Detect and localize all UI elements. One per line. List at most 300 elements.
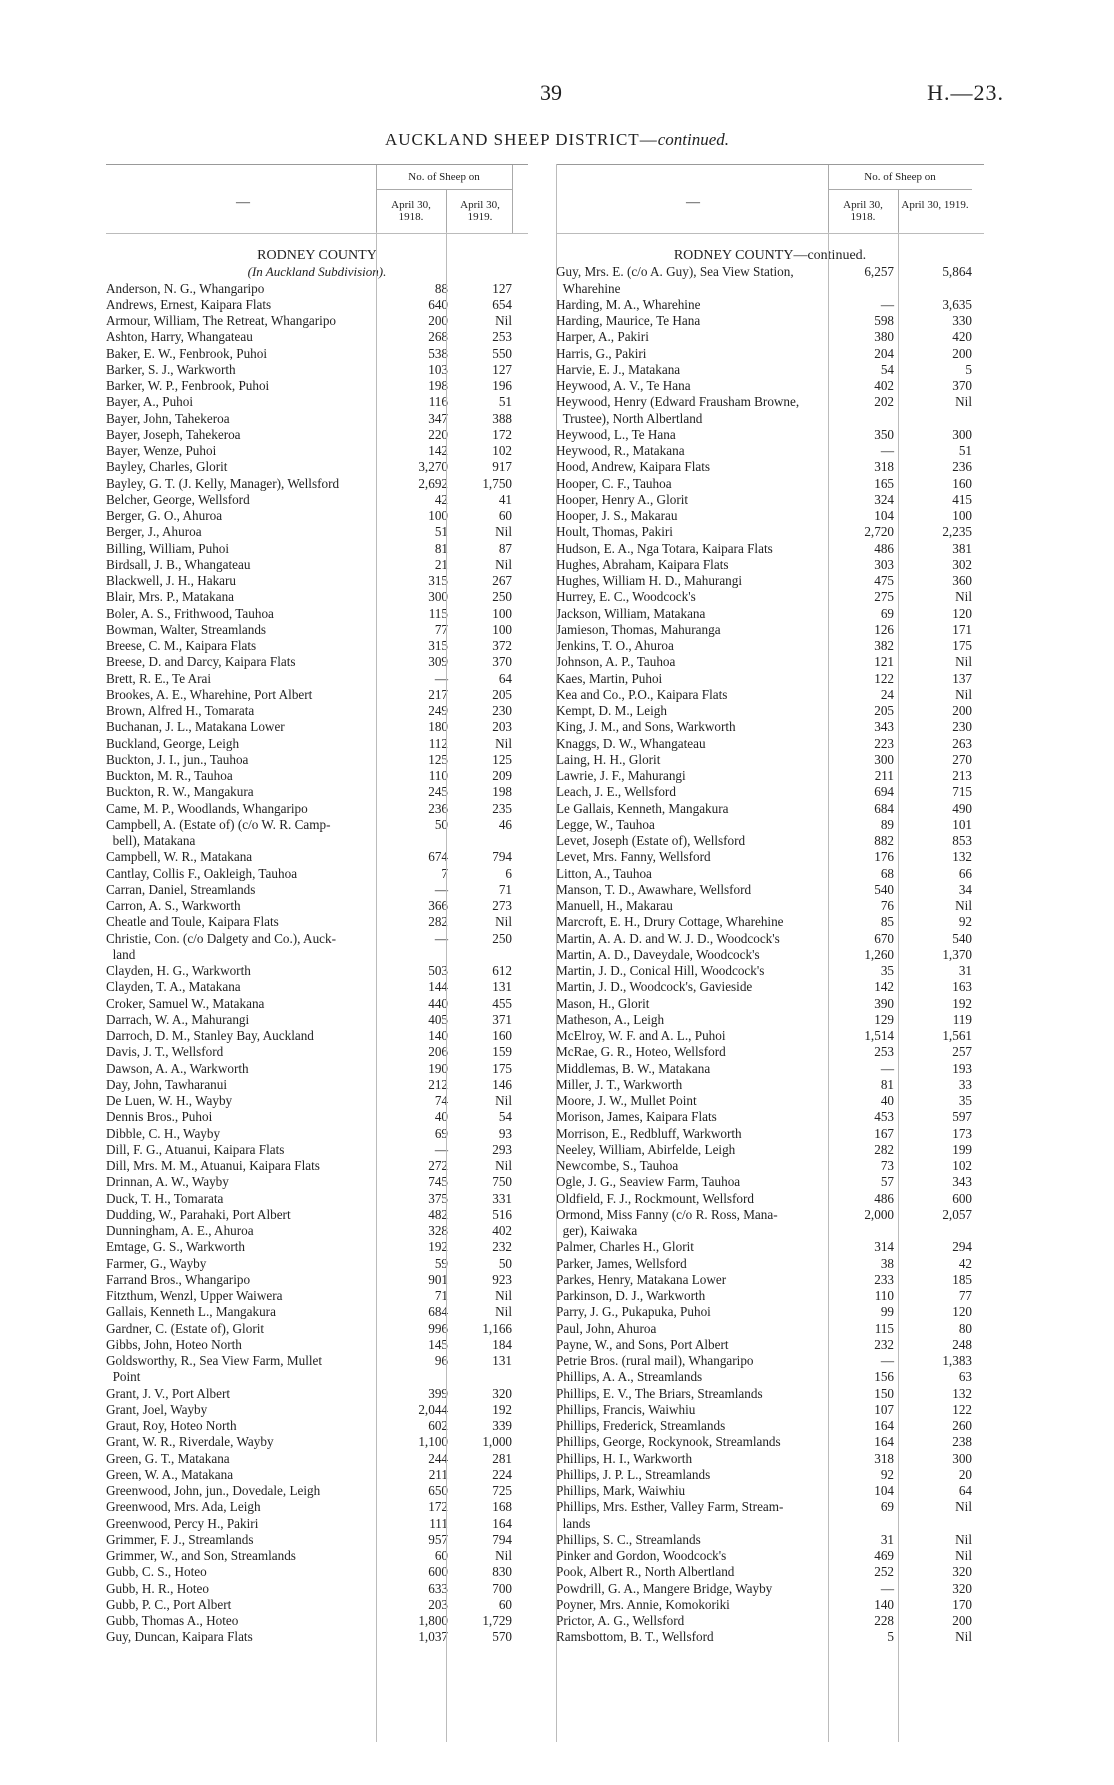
holder-name: Morison, James, Kaipara Flats: [556, 1109, 717, 1125]
table-row: [556, 671, 984, 687]
count-1919: 281: [492, 1450, 512, 1466]
holder-name: Jamieson, Thomas, Mahuranga: [556, 621, 721, 637]
holder-name: Heywood, A. V., Te Hana: [556, 378, 691, 393]
holder-name: Farrand Bros., Whangaripo: [106, 1271, 251, 1287]
count-1918: 220: [428, 426, 448, 442]
count-1918: 198: [428, 378, 448, 393]
table-row: [106, 736, 528, 752]
count-1918: 88: [434, 280, 448, 296]
holder-name: Darroch, D. M., Stanley Bay, Auckland: [106, 1028, 314, 1043]
table-row: [106, 524, 528, 540]
count-1919: 570: [492, 1629, 512, 1645]
holder-name: Parkes, Henry, Matakana Lower: [556, 1271, 727, 1287]
table-row: [106, 1548, 528, 1564]
holder-name: Jenkins, T. O., Ahuroa: [556, 638, 674, 653]
count-1918: 142: [428, 443, 448, 458]
count-1919: 137: [952, 670, 972, 686]
count-1918: 57: [880, 1174, 894, 1190]
page-title: [0, 130, 1114, 150]
table-row: [106, 1012, 528, 1028]
holder-name: Leach, J. E., Wellsford: [556, 784, 676, 800]
holder-name: Gallais, Kenneth L., Mangakura: [106, 1304, 276, 1320]
table-row: [106, 1191, 528, 1207]
col-1918-label: April 30, 1918.: [391, 199, 431, 223]
count-1919: 185: [952, 1271, 972, 1287]
holder-name: Breese, D. and Darcy, Kaipara Flats: [106, 654, 296, 670]
count-1919: 320: [952, 1564, 972, 1580]
count-1918: —: [434, 1141, 448, 1157]
count-1918: 71: [434, 1288, 448, 1303]
holder-name: Grimmer, W., and Son, Streamlands: [106, 1548, 296, 1563]
table-row: [556, 1256, 984, 1272]
count-1918: 650: [428, 1483, 448, 1498]
holder-name: Jackson, William, Matakana: [556, 605, 706, 621]
count-1919: 5,864: [942, 264, 972, 280]
count-1919: 168: [492, 1499, 512, 1515]
count-1918: 38: [880, 1255, 894, 1271]
table-row: [106, 1516, 528, 1532]
right-table-header: [556, 164, 984, 234]
count-1919: 654: [492, 296, 512, 312]
count-1918: —: [880, 443, 894, 458]
table-row: [556, 1451, 984, 1467]
holder-name: Phillips, Mrs. Esther, Valley Farm, Stream- lands: [556, 1499, 784, 1531]
count-1919: 715: [952, 784, 972, 800]
table-row: [556, 1499, 984, 1532]
col-1918-label: April 30, 1918.: [843, 199, 883, 223]
holder-name: Belcher, George, Wellsford: [106, 491, 250, 507]
holder-name: Gubb, C. S., Hoteo: [106, 1564, 207, 1580]
table-row: [556, 1369, 984, 1385]
count-1919: 119: [952, 1011, 972, 1027]
table-row: [556, 996, 984, 1012]
count-1919: 794: [492, 1531, 512, 1547]
table-row: [556, 1174, 984, 1190]
count-1919: 370: [952, 378, 972, 393]
count-1919: 1,750: [482, 475, 512, 491]
count-1919: 540: [952, 930, 972, 946]
count-1919: Nil: [955, 898, 972, 913]
holder-name: Duck, T. H., Tomarata: [106, 1190, 224, 1206]
table-row: [556, 1402, 984, 1418]
count-1918: 211: [428, 1466, 448, 1482]
table-row: [556, 882, 984, 898]
table-row: [556, 589, 984, 605]
count-1919: 42: [958, 1255, 972, 1271]
holder-name: Greenwood, Percy H., Pakiri: [106, 1515, 259, 1531]
holder-name: Grimmer, F. J., Streamlands: [106, 1531, 254, 1547]
table-row: [106, 801, 528, 817]
holder-name: Middlemas, B. W., Matakana: [556, 1060, 711, 1076]
count-1919: 127: [492, 280, 512, 296]
count-1918: 486: [874, 540, 894, 556]
count-1918: —: [880, 1060, 894, 1076]
count-1918: 50: [434, 816, 448, 832]
holder-name: Campbell, W. R., Matakana: [106, 849, 253, 865]
count-1918: 24: [880, 686, 894, 702]
holder-name: Buchanan, J. L., Matakana Lower: [106, 719, 285, 735]
count-1919: 100: [492, 605, 512, 621]
count-1918: 192: [428, 1239, 448, 1255]
table-row: [556, 1304, 984, 1320]
table-row: [106, 476, 528, 492]
table-row: [106, 671, 528, 687]
table-row: [106, 996, 528, 1012]
table-row: [556, 459, 984, 475]
holder-name: Berger, J., Ahuroa: [106, 524, 202, 540]
count-1919: 750: [492, 1174, 512, 1190]
holder-name: Bayley, Charles, Glorit: [106, 459, 228, 475]
table-row: [556, 849, 984, 865]
table-row: [556, 1288, 984, 1304]
holder-name: Harris, G., Pakiri: [556, 345, 647, 361]
table-row: [106, 508, 528, 524]
holder-name: Heywood, R., Matakana: [556, 443, 685, 458]
count-1918: 1,100: [418, 1434, 448, 1450]
count-1918: —: [434, 930, 448, 946]
count-1919: 700: [492, 1580, 512, 1596]
table-row: [556, 1093, 984, 1109]
count-1918: 69: [880, 605, 894, 621]
table-row: [556, 1126, 984, 1142]
holder-name: Bayley, G. T. (J. Kelly, Manager), Wellsford: [106, 475, 340, 491]
holder-name: Litton, A., Tauhoa: [556, 865, 652, 881]
count-1918: 309: [428, 654, 448, 670]
count-1919: 250: [492, 589, 512, 605]
count-1919: 294: [952, 1239, 972, 1255]
table-row: [106, 1093, 528, 1109]
count-1918: 670: [874, 930, 894, 946]
count-1918: 145: [428, 1336, 448, 1352]
count-1919: 6: [505, 865, 512, 881]
table-row: [556, 329, 984, 345]
right-column: [556, 164, 984, 1646]
count-1919: 20: [958, 1466, 972, 1482]
count-1918: 275: [874, 589, 894, 605]
holder-name: Morrison, E., Redbluff, Warkworth: [556, 1125, 742, 1141]
count-1918: 107: [874, 1401, 894, 1417]
table-row: [106, 1386, 528, 1402]
holder-name: Moore, J. W., Mullet Point: [556, 1093, 697, 1108]
holder-name: Kea and Co., P.O., Kaipara Flats: [556, 686, 728, 702]
table-row: [106, 1109, 528, 1125]
count-1918: 399: [428, 1385, 448, 1401]
table-row: [106, 378, 528, 394]
holder-name: McRae, G. R., Hoteo, Wellsford: [556, 1044, 726, 1060]
holder-name: Hudson, E. A., Nga Totara, Kaipara Flats: [556, 540, 773, 556]
left-rows: [106, 248, 528, 1646]
holder-name: Baker, E. W., Fenbrook, Puhoi: [106, 345, 268, 361]
count-1919: 170: [952, 1596, 972, 1612]
count-1918: 343: [874, 719, 894, 735]
holder-name: Martin, J. D., Conical Hill, Woodcock's: [556, 963, 765, 978]
count-1918: 314: [874, 1239, 894, 1255]
count-1919: 270: [952, 751, 972, 767]
table-row: [106, 1581, 528, 1597]
count-1919: Nil: [495, 1548, 512, 1563]
holder-name: Levet, Joseph (Estate of), Wellsford: [556, 833, 746, 848]
count-1919: 200: [952, 1613, 972, 1628]
table-row: [556, 394, 984, 427]
holder-name: Petrie Bros. (rural mail), Whangaripo: [556, 1353, 754, 1368]
count-1919: 2,057: [942, 1206, 972, 1222]
holder-name: Green, W. A., Matakana: [106, 1466, 234, 1482]
table-row: [556, 541, 984, 557]
count-1919: Nil: [955, 1548, 972, 1563]
holder-name: Phillips, H. I., Warkworth: [556, 1450, 693, 1466]
holder-name: Graut, Roy, Hoteo North: [106, 1418, 237, 1433]
holder-name: Drinnan, A. W., Wayby: [106, 1174, 229, 1190]
holder-name: Phillips, Mark, Waiwhiu: [556, 1483, 686, 1498]
count-1918: 150: [874, 1385, 894, 1401]
table-row: [556, 1353, 984, 1369]
count-1918: 21: [434, 556, 448, 572]
holder-name: McElroy, W. F. and A. L., Puhoi: [556, 1028, 726, 1043]
count-1919: 132: [952, 1385, 972, 1401]
count-1918: 1,260: [864, 946, 894, 962]
count-1919: 160: [952, 475, 972, 491]
count-1919: 102: [492, 443, 512, 458]
table-row: [556, 606, 984, 622]
count-1918: 244: [428, 1450, 448, 1466]
table-row: [556, 1386, 984, 1402]
count-1918: 40: [880, 1093, 894, 1108]
holder-name: Parker, James, Wellsford: [556, 1255, 687, 1271]
table-row: [106, 1613, 528, 1629]
holder-name: Phillips, J. P. L., Streamlands: [556, 1466, 711, 1482]
holder-name: Billing, William, Puhoi: [106, 540, 230, 556]
table-row: [106, 1597, 528, 1613]
holder-name: Phillips, S. C., Streamlands: [556, 1531, 701, 1547]
count-1919: 293: [492, 1141, 512, 1157]
count-1918: 233: [874, 1271, 894, 1287]
count-1919: 415: [952, 491, 972, 507]
holder-name: Hughes, William H. D., Mahurangi: [556, 573, 743, 588]
count-1918: 366: [428, 898, 448, 913]
count-1919: 550: [492, 345, 512, 361]
count-1919: 193: [952, 1060, 972, 1076]
table-row: [106, 427, 528, 443]
holder-name: Kempt, D. M., Leigh: [556, 703, 667, 718]
table-row: [556, 524, 984, 540]
count-1918: 236: [428, 800, 448, 816]
col-1919-label: April 30, 1919.: [901, 199, 969, 211]
count-1918: 112: [428, 735, 448, 751]
count-1918: 272: [428, 1158, 448, 1173]
table-row: [556, 1142, 984, 1158]
table-row: [556, 1532, 984, 1548]
count-1918: 204: [874, 345, 894, 361]
table-row: [556, 931, 984, 947]
count-1918: 140: [428, 1028, 448, 1043]
count-1918: 300: [428, 589, 448, 605]
count-1919: Nil: [495, 914, 512, 930]
table-row: [106, 1304, 528, 1320]
count-1919: Nil: [495, 1288, 512, 1303]
count-1918: 125: [428, 751, 448, 767]
count-1918: 694: [874, 784, 894, 800]
count-1918: 85: [880, 914, 894, 930]
table-row: [106, 1337, 528, 1353]
count-1919: 122: [952, 1401, 972, 1417]
count-1918: 69: [434, 1125, 448, 1141]
count-1919: 93: [498, 1125, 512, 1141]
holder-name: Dennis Bros., Puhoi: [106, 1109, 213, 1125]
table-row: [556, 1239, 984, 1255]
holder-name: Came, M. P., Woodlands, Whangaripo: [106, 800, 308, 816]
table-row: [106, 1483, 528, 1499]
table-row: [106, 362, 528, 378]
table-row: [556, 1158, 984, 1174]
count-1919: 230: [952, 719, 972, 735]
count-1919: 260: [952, 1418, 972, 1433]
table-row: [556, 1564, 984, 1580]
count-1919: 302: [952, 556, 972, 572]
count-1918: 110: [874, 1288, 894, 1303]
count-1919: 230: [492, 703, 512, 718]
count-1918: 144: [428, 979, 448, 995]
count-1918: 31: [880, 1531, 894, 1547]
count-1918: 156: [874, 1369, 894, 1385]
count-1918: 469: [874, 1548, 894, 1563]
count-1919: 236: [952, 459, 972, 475]
holder-name: Boler, A. S., Frithwood, Tauhoa: [106, 605, 274, 621]
table-row: [106, 1353, 528, 1386]
holder-name: Harding, M. A., Wharehine: [556, 296, 701, 312]
count-1918: 684: [428, 1304, 448, 1320]
count-1919: 192: [492, 1401, 512, 1417]
count-1919: 371: [492, 1011, 512, 1027]
holder-name: Hurrey, E. C., Woodcock's: [556, 589, 696, 605]
count-1918: 111: [429, 1515, 448, 1531]
count-1919: Nil: [495, 1158, 512, 1173]
holder-name: Guy, Duncan, Kaipara Flats: [106, 1629, 253, 1645]
count-1918: 300: [874, 751, 894, 767]
sheep-count-label: No. of Sheep on: [864, 171, 936, 183]
count-1918: 68: [880, 865, 894, 881]
count-1919: 196: [492, 378, 512, 393]
count-1918: 142: [874, 979, 894, 995]
count-1918: 252: [874, 1564, 894, 1580]
count-1919: 159: [492, 1044, 512, 1060]
count-1918: 253: [874, 1044, 894, 1060]
count-1918: 115: [428, 605, 448, 621]
count-1918: 140: [874, 1596, 894, 1612]
count-1919: 263: [952, 735, 972, 751]
holder-name: Clayden, H. G., Warkworth: [106, 963, 251, 978]
count-1918: 115: [874, 1320, 894, 1336]
count-1919: 164: [492, 1515, 512, 1531]
count-1918: 176: [874, 849, 894, 865]
count-1919: 388: [492, 410, 512, 426]
table-row: [106, 1158, 528, 1174]
count-1919: 173: [952, 1125, 972, 1141]
count-1919: 402: [492, 1223, 512, 1238]
count-1919: 1,000: [482, 1434, 512, 1450]
holder-name: Phillips, Frederick, Streamlands: [556, 1418, 726, 1433]
count-1919: Nil: [495, 313, 512, 328]
holder-name: Anderson, N. G., Whangaripo: [106, 280, 265, 296]
table-row: [106, 768, 528, 784]
count-1918: 165: [874, 475, 894, 491]
count-1918: 245: [428, 784, 448, 800]
table-row: [556, 1581, 984, 1597]
count-1918: 375: [428, 1190, 448, 1206]
count-1918: 211: [874, 768, 894, 783]
table-row: [556, 784, 984, 800]
count-1918: 249: [428, 703, 448, 718]
table-row: [106, 297, 528, 313]
holder-name: Buckland, George, Leigh: [106, 735, 240, 751]
count-1919: 163: [952, 979, 972, 995]
table-row: [556, 427, 984, 443]
count-1919: 420: [952, 329, 972, 345]
table-row: [106, 963, 528, 979]
table-row: [106, 1028, 528, 1044]
count-1919: 77: [958, 1288, 972, 1303]
count-1918: 486: [874, 1190, 894, 1206]
table-row: [106, 898, 528, 914]
holder-name: De Luen, W. H., Wayby: [106, 1093, 233, 1108]
count-1918: —: [880, 1580, 894, 1596]
holder-name: Manuell, H., Makarau: [556, 898, 673, 913]
count-1918: 59: [434, 1255, 448, 1271]
count-1918: 674: [428, 849, 448, 865]
table-row: [106, 784, 528, 800]
count-1919: 125: [492, 751, 512, 767]
count-1918: 440: [428, 995, 448, 1011]
table-row: [106, 1467, 528, 1483]
holder-name: Parry, J. G., Pukapuka, Puhoi: [556, 1304, 711, 1320]
holder-name: Hood, Andrew, Kaipara Flats: [556, 459, 711, 475]
count-1918: 475: [874, 573, 894, 588]
holder-name: Phillips, Francis, Waiwhiu: [556, 1401, 696, 1417]
holder-name: Birdsall, J. B., Whangateau: [106, 556, 251, 572]
count-1919: 199: [952, 1141, 972, 1157]
table-row: [556, 1012, 984, 1028]
table-row: [106, 443, 528, 459]
table-row: [106, 866, 528, 882]
count-1919: 250: [492, 930, 512, 946]
count-1919: 248: [952, 1336, 972, 1352]
table-row: [106, 979, 528, 995]
count-1919: 370: [492, 654, 512, 670]
holder-name: Greenwood, Mrs. Ada, Leigh: [106, 1499, 261, 1515]
count-1918: 2,000: [864, 1206, 894, 1222]
holder-name: Dill, F. G., Atuanui, Kaipara Flats: [106, 1141, 285, 1157]
table-row: [106, 1402, 528, 1418]
holder-name: Pinker and Gordon, Woodcock's: [556, 1548, 727, 1563]
count-1918: 315: [428, 573, 448, 588]
holder-name: Johnson, A. P., Tauhoa: [556, 654, 676, 670]
table-row: [106, 1321, 528, 1337]
subsection-heading: (In Auckland Subdivision).: [247, 264, 387, 280]
table-row: [106, 1223, 528, 1239]
holder-name: Dill, Mrs. M. M., Atuanui, Kaipara Flats: [106, 1158, 320, 1173]
count-1919: 131: [492, 1353, 512, 1368]
section-heading: RODNEY COUNTY: [257, 248, 377, 263]
holder-name: Mason, H., Glorit: [556, 995, 650, 1011]
count-1919: 200: [952, 703, 972, 718]
count-1919: 64: [498, 670, 512, 686]
count-1918: 172: [428, 1499, 448, 1515]
table-row: [106, 687, 528, 703]
holder-name: Campbell, A. (Estate of) (c/o W. R. Camp- bell), Matakana: [106, 816, 331, 848]
count-1918: 200: [428, 313, 448, 328]
table-row: [106, 606, 528, 622]
holder-name: Green, G. T., Matakana: [106, 1450, 230, 1466]
table-row: [556, 947, 984, 963]
